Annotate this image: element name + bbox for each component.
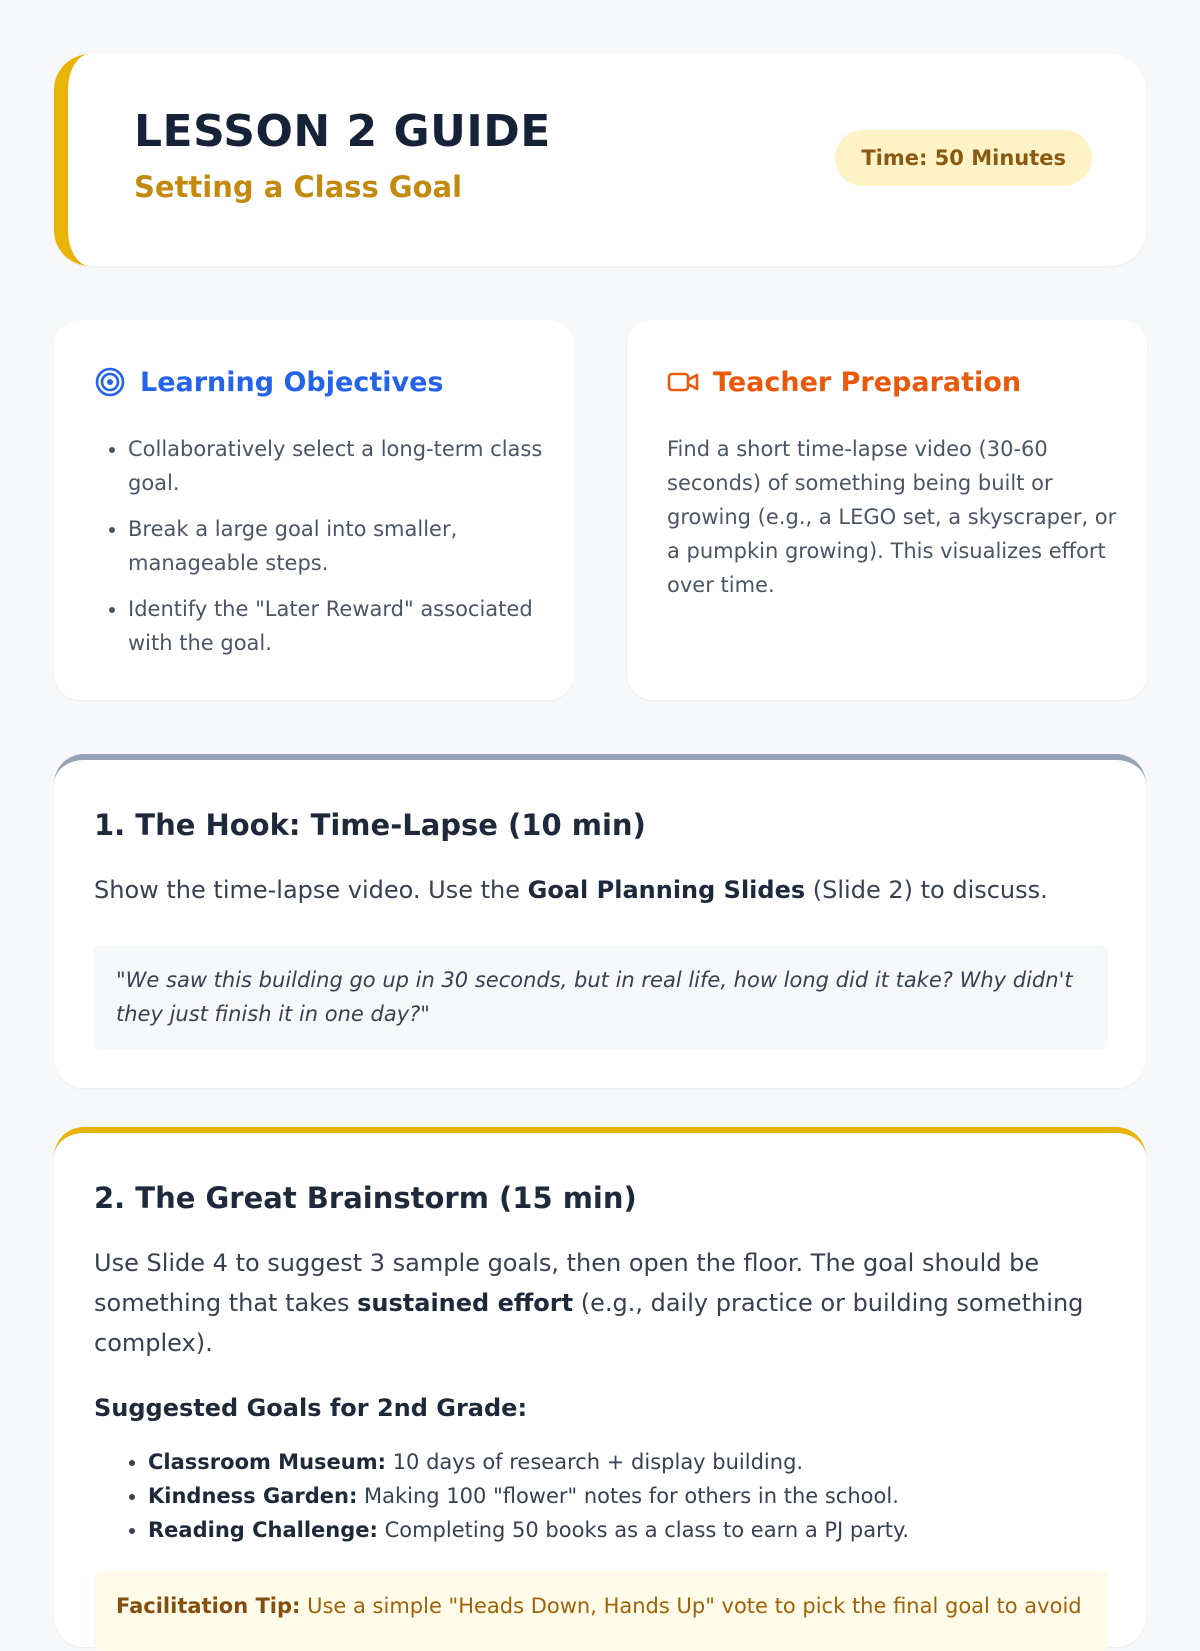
list-item: • Collaboratively select a long-term class goal. bbox=[128, 432, 548, 500]
goal-text: Making 100 "flower" notes for others in the school. bbox=[357, 1484, 899, 1508]
lesson-header bbox=[54, 54, 1146, 266]
tip-label: Facilitation Tip: bbox=[116, 1594, 301, 1618]
paragraph-bold: sustained effort bbox=[357, 1289, 574, 1317]
goal-label: Reading Challenge: bbox=[148, 1518, 378, 1542]
paragraph-text: Use Slide 4 to suggest 3 sample goals, then open the floor. The goal should be something that takes bbox=[94, 1249, 1040, 1317]
goal-label: Classroom Museum: bbox=[148, 1450, 387, 1474]
time-badge: Time: 50 Minutes bbox=[835, 130, 1092, 186]
objectives-heading bbox=[94, 366, 443, 398]
section-title: 2. The Great Brainstorm (15 min) bbox=[94, 1181, 637, 1215]
list-item: • Identify the "Later Reward" associated with the goal. bbox=[128, 592, 548, 660]
suggested-goals-list bbox=[148, 1445, 1098, 1547]
preparation-text: Find a short time-lapse video (30-60 seconds) of something being built or growing (e.g., a LEGO set, a skyscraper, or a pumpkin growing). This visualizes effort over time. bbox=[667, 437, 1117, 597]
goal-label: Kindness Garden: bbox=[148, 1484, 358, 1508]
goal-text: Completing 50 books as a class to earn a PJ party. bbox=[377, 1518, 910, 1542]
list-item bbox=[148, 1479, 1098, 1513]
target-icon bbox=[94, 366, 126, 398]
page-title: LESSON 2 GUIDE bbox=[134, 106, 551, 157]
objectives-heading-label: Learning Objectives bbox=[140, 366, 444, 398]
preparation-heading bbox=[667, 366, 1021, 398]
preparation-card bbox=[627, 320, 1147, 700]
discussion-quote: "We saw this building go up in 30 seconds, but in real life, how long did it take? Why didn't they just finish it in one day?" bbox=[94, 945, 1108, 1049]
paragraph-bold: Goal Planning Slides bbox=[527, 876, 806, 904]
section-title: 1. The Hook: Time-Lapse (10 min) bbox=[94, 808, 646, 842]
section-hook bbox=[54, 754, 1146, 1088]
objectives-card bbox=[54, 320, 574, 700]
paragraph-text: (e.g., daily practice or building something complex). bbox=[94, 1289, 1084, 1357]
facilitation-tip bbox=[94, 1571, 1108, 1651]
video-camera-icon bbox=[667, 366, 699, 398]
page-subtitle: Setting a Class Goal bbox=[134, 170, 463, 204]
section-paragraph bbox=[94, 870, 1104, 910]
preparation-heading-label: Teacher Preparation bbox=[713, 366, 1022, 398]
goal-text: 10 days of research + display building. bbox=[386, 1450, 804, 1474]
list-item: • Break a large goal into smaller, manageable steps. bbox=[128, 512, 548, 580]
objectives-list bbox=[128, 432, 548, 672]
list-item bbox=[148, 1513, 1098, 1547]
paragraph-text: (Slide 2) to discuss. bbox=[805, 876, 1048, 904]
section-brainstorm bbox=[54, 1127, 1146, 1647]
suggested-goals-heading: Suggested Goals for 2nd Grade: bbox=[94, 1394, 528, 1422]
paragraph-text: Show the time-lapse video. Use the bbox=[94, 876, 528, 904]
list-item bbox=[148, 1445, 1098, 1479]
tip-text: Use a simple "Heads Down, Hands Up" vote to pick the final goal to avoid bbox=[300, 1594, 1082, 1618]
section-paragraph bbox=[94, 1243, 1104, 1363]
